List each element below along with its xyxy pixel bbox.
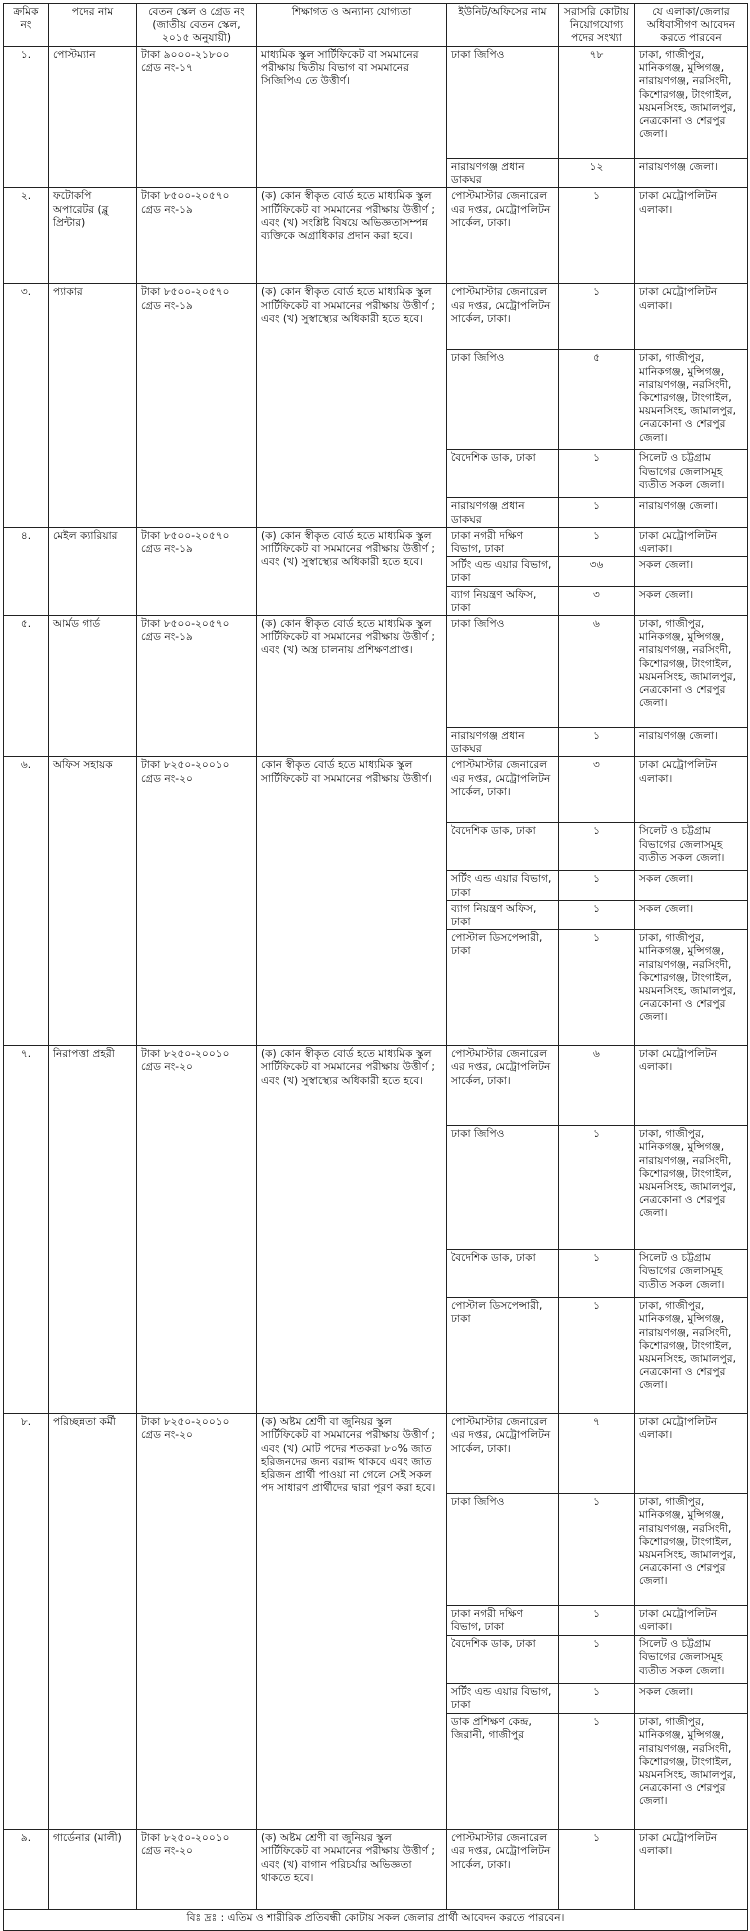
- unit-name: বৈদেশিক ডাক, ঢাকা: [447, 450, 559, 498]
- unit-name: পোস্টমাস্টার জেনারেল এর দপ্তর, মেট্রোপলিটন সার্কেল, ঢাকা।: [447, 188, 559, 284]
- qualification: (ক) অষ্টম শ্রেণী বা জুনিয়র স্কুল সার্টিফিকেট বা সমমানের পরীক্ষায় উত্তীর্ণ ; এবং (খ) মোট পদের শতকরা ৮০% জাত হরিজনদের জন্য বরাদ্দ থাকবে এবং জাত হরিজন প্রার্থী পাওয়া না গেলে সেই সকল পদ সাধারণ প্রার্থীদের দ্বারা পূরণ করা হবে।: [257, 1414, 447, 1830]
- header-districts: যে এলাকা/জেলার অধিবাসীগণ আবেদন করতে পারবেন: [635, 4, 748, 47]
- post-serial: ৬.: [4, 757, 49, 1046]
- post-count: ১: [559, 527, 635, 556]
- eligible-districts: ঢাকা মেট্রোপলিটন এলাকা।: [635, 1830, 748, 1910]
- unit-name: ঢাকা জিপিও: [447, 47, 559, 159]
- eligible-districts: সিলেট ও চট্টগ্রাম বিভাগের জেলাসমূহ ব্যতীত সকল জেলা।: [635, 450, 748, 498]
- footnote-row: [4, 1910, 748, 1931]
- post-serial: ৭.: [4, 1046, 49, 1414]
- unit-name: পোস্টমাস্টার জেনারেল এর দপ্তর, মেট্রোপলিটন সার্কেল, ঢাকা।: [447, 757, 559, 823]
- post-count: ১: [559, 1830, 635, 1910]
- unit-name: পোস্টমাস্টার জেনারেল এর দপ্তর, মেট্রোপলিটন সার্কেল, ঢাকা।: [447, 1830, 559, 1910]
- unit-name: পোস্টাল ডিসপেন্সারী, ঢাকা: [447, 930, 559, 1046]
- post-count: ৩: [559, 757, 635, 823]
- post-name: পোস্টম্যান: [49, 47, 137, 188]
- header-serial: ক্রমিক নং: [4, 4, 49, 47]
- header-unit: ইউনিট/অফিসের নাম: [447, 4, 559, 47]
- eligible-districts: ঢাকা মেট্রোপলিটন এলাকা।: [635, 1046, 748, 1126]
- qualification: (ক) কোন স্বীকৃত বোর্ড হতে মাধ্যমিক স্কুল সার্টিফিকেট বা সমমানের পরীক্ষায় উত্তীর্ণ ; এবং (খ) অস্ত্র চালনায় প্রশিক্ষণপ্রাপ্ত।: [257, 616, 447, 757]
- post-count: ১: [559, 1684, 635, 1714]
- unit-name: ঢাকা জিপিও: [447, 616, 559, 728]
- eligible-districts: নারায়ণগঞ্জ জেলা।: [635, 728, 748, 757]
- post-count: ১: [559, 284, 635, 350]
- post-name: প্যাকার: [49, 284, 137, 527]
- pay-scale: টাকা ৮৫০০-২০৫৭০ গ্রেড নং-১৯: [137, 616, 257, 757]
- eligible-districts: সকল জেলা।: [635, 586, 748, 615]
- eligible-districts: নারায়ণগঞ্জ জেলা।: [635, 498, 748, 527]
- table-row: [4, 757, 748, 823]
- post-count: ১: [559, 930, 635, 1046]
- post-count: ১: [559, 1606, 635, 1636]
- eligible-districts: সিলেট ও চট্টগ্রাম বিভাগের জেলাসমূহ ব্যতীত সকল জেলা।: [635, 1636, 748, 1684]
- recruitment-table: [3, 3, 748, 1931]
- eligible-districts: ঢাকা, গাজীপুর, মানিকগঞ্জ, মুন্সিগঞ্জ, নারায়ণগঞ্জ, নরসিংদী, কিশোরগঞ্জ, টাংগাইল, ময়মনসিংহ, জামালপুর, নেত্রকোনা ও শেরপুর জেলা।: [635, 47, 748, 159]
- unit-name: বৈদেশিক ডাক, ঢাকা: [447, 1250, 559, 1298]
- post-count: ৬: [559, 1046, 635, 1126]
- post-count: ১: [559, 871, 635, 900]
- post-count: ১: [559, 450, 635, 498]
- footnote: বিঃ দ্রঃ : এতিম ও শারীরিক প্রতিবন্ধী কোটায় সকল জেলার প্রার্থী আবেদন করতে পারবেন।: [4, 1910, 748, 1931]
- eligible-districts: ঢাকা মেট্রোপলিটন এলাকা।: [635, 188, 748, 284]
- post-count: ১: [559, 900, 635, 929]
- eligible-districts: ঢাকা মেট্রোপলিটন এলাকা।: [635, 1414, 748, 1494]
- header-quota: সরাসরি কোটায় নিয়োগযোগ্য পদের সংখ্যা: [559, 4, 635, 47]
- header-qualification: শিক্ষাগত ও অন্যান্য যোগ্যতা: [257, 4, 447, 47]
- post-count: ৩৬: [559, 557, 635, 586]
- post-count: ১: [559, 188, 635, 284]
- post-count: ১: [559, 823, 635, 871]
- eligible-districts: ঢাকা, গাজীপুর, মানিকগঞ্জ, মুন্সিগঞ্জ, নারায়ণগঞ্জ, নরসিংদী, কিশোরগঞ্জ, টাংগাইল, ময়মনসিংহ, জামালপুর, নেত্রকোনা ও শেরপুর জেলা।: [635, 1126, 748, 1250]
- unit-name: ঢাকা নগরী দক্ষিণ বিভাগ, ঢাকা: [447, 527, 559, 556]
- unit-name: পোস্টাল ডিসপেন্সারী, ঢাকা: [447, 1298, 559, 1414]
- eligible-districts: সিলেট ও চট্টগ্রাম বিভাগের জেলাসমূহ ব্যতীত সকল জেলা।: [635, 823, 748, 871]
- pay-scale: টাকা ৮৫০০-২০৫৭০ গ্রেড নং-১৯: [137, 284, 257, 527]
- table-row: [4, 527, 748, 556]
- post-count: ৭: [559, 1414, 635, 1494]
- eligible-districts: ঢাকা, গাজীপুর, মানিকগঞ্জ, মুন্সিগঞ্জ, নারায়ণগঞ্জ, নরসিংদী, কিশোরগঞ্জ, টাংগাইল, ময়মনসিংহ, জামালপুর, নেত্রকোনা ও শেরপুর জেলা।: [635, 350, 748, 450]
- unit-name: সর্টিং এন্ড এয়ার বিভাগ, ঢাকা: [447, 1684, 559, 1714]
- eligible-districts: ঢাকা, গাজীপুর, মানিকগঞ্জ, মুন্সিগঞ্জ, নারায়ণগঞ্জ, নরসিংদী, কিশোরগঞ্জ, টাংগাইল, ময়মনসিংহ, জামালপুর, নেত্রকোনা ও শেরপুর জেলা।: [635, 1714, 748, 1830]
- post-name: আর্মড গার্ড: [49, 616, 137, 757]
- header-post-name: পদের নাম: [49, 4, 137, 47]
- unit-name: নারায়ণগঞ্জ প্রধান ডাকঘর: [447, 728, 559, 757]
- unit-name: ঢাকা নগরী দক্ষিণ বিভাগ, ঢাকা: [447, 1606, 559, 1636]
- table-row: [4, 1414, 748, 1494]
- eligible-districts: ঢাকা মেট্রোপলিটন এলাকা।: [635, 284, 748, 350]
- unit-name: ঢাকা জিপিও: [447, 1126, 559, 1250]
- qualification: (ক) কোন স্বীকৃত বোর্ড হতে মাধ্যমিক স্কুল সার্টিফিকেট বা সমমানের পরীক্ষায় উত্তীর্ণ ; এবং (খ) সুস্বাস্থ্যের অধিকারী হতে হবে।: [257, 284, 447, 527]
- qualification: কোন স্বীকৃত বোর্ড হতে মাধ্যমিক স্কুল সার্টিফিকেট বা সমমানের পরীক্ষায় উত্তীর্ণ।: [257, 757, 447, 1046]
- post-count: ১: [559, 1494, 635, 1606]
- eligible-districts: ঢাকা, গাজীপুর, মানিকগঞ্জ, মুন্সিগঞ্জ, নারায়ণগঞ্জ, নরসিংদী, কিশোরগঞ্জ, টাংগাইল, ময়মনসিংহ, জামালপুর, নেত্রকোনা ও শেরপুর জেলা।: [635, 930, 748, 1046]
- qualification: (ক) কোন স্বীকৃত বোর্ড হতে মাধ্যমিক স্কুল সার্টিফিকেট বা সমমানের পরীক্ষায় উত্তীর্ণ ; এবং (খ) সুস্বাস্থ্যের অধিকারী হতে হবে।: [257, 1046, 447, 1414]
- eligible-districts: সকল জেলা।: [635, 900, 748, 929]
- header-row: [4, 4, 748, 47]
- unit-name: নারায়ণগঞ্জ প্রধান ডাকঘর: [447, 159, 559, 188]
- post-count: ৫: [559, 350, 635, 450]
- eligible-districts: সিলেট ও চট্টগ্রাম বিভাগের জেলাসমূহ ব্যতীত সকল জেলা।: [635, 1250, 748, 1298]
- post-name: গার্ডেনার (মালী): [49, 1830, 137, 1910]
- pay-scale: টাকা ৮২৫০-২০০১০ গ্রেড নং-২০: [137, 1046, 257, 1414]
- post-name: নিরাপত্তা প্রহরী: [49, 1046, 137, 1414]
- post-serial: ৫.: [4, 616, 49, 757]
- pay-scale: টাকা ৮২৫০-২০০১০ গ্রেড নং-২০: [137, 757, 257, 1046]
- unit-name: ঢাকা জিপিও: [447, 350, 559, 450]
- post-count: ১: [559, 1714, 635, 1830]
- post-count: ৬: [559, 616, 635, 728]
- pay-scale: টাকা ৮৫০০-২০৫৭০ গ্রেড নং-১৯: [137, 188, 257, 284]
- pay-scale: টাকা ৮২৫০-২০০১০ গ্রেড নং-২০: [137, 1414, 257, 1830]
- eligible-districts: ঢাকা, গাজীপুর, মানিকগঞ্জ, মুন্সিগঞ্জ, নারায়ণগঞ্জ, নরসিংদী, কিশোরগঞ্জ, টাংগাইল, ময়মনসিংহ, জামালপুর, নেত্রকোনা ও শেরপুর জেলা।: [635, 1494, 748, 1606]
- eligible-districts: ঢাকা মেট্রোপলিটন এলাকা।: [635, 1606, 748, 1636]
- unit-name: ঢাকা জিপিও: [447, 1494, 559, 1606]
- eligible-districts: সকল জেলা।: [635, 557, 748, 586]
- table-row: [4, 1046, 748, 1126]
- qualification: (ক) কোন স্বীকৃত বোর্ড হতে মাধ্যমিক স্কুল সার্টিফিকেট বা সমমানের পরীক্ষায় উত্তীর্ণ ; এবং (খ) সংশ্লিষ্ট বিষয়ে অভিজ্ঞতাসম্পন্ন ব্যক্তিকে অগ্রাধিকার প্রদান করা হবে।: [257, 188, 447, 284]
- pay-scale: টাকা ৮৫০০-২০৫৭০ গ্রেড নং-১৯: [137, 527, 257, 615]
- post-name: ফটোকপি অপারেটর (ব্লু প্রিন্টার): [49, 188, 137, 284]
- eligible-districts: নারায়ণগঞ্জ জেলা।: [635, 159, 748, 188]
- post-serial: ৩.: [4, 284, 49, 527]
- eligible-districts: ঢাকা মেট্রোপলিটন এলাকা।: [635, 527, 748, 556]
- qualification: মাধ্যমিক স্কুল সার্টিফিকেট বা সমমানের পরীক্ষায় দ্বিতীয় বিভাগ বা সমমানের সিজিপিএ তে উত্তীর্ণ।: [257, 47, 447, 188]
- table-row: [4, 188, 748, 284]
- eligible-districts: ঢাকা মেট্রোপলিটন এলাকা।: [635, 757, 748, 823]
- pay-scale: টাকা ৮২৫০-২০০১০ গ্রেড নং-২০: [137, 1830, 257, 1910]
- post-serial: ১.: [4, 47, 49, 188]
- unit-name: ব্যাগ নিয়ন্ত্রণ অফিস, ঢাকা: [447, 586, 559, 615]
- unit-name: বৈদেশিক ডাক, ঢাকা: [447, 823, 559, 871]
- post-count: ১: [559, 728, 635, 757]
- post-count: ১২: [559, 159, 635, 188]
- table-row: [4, 1830, 748, 1910]
- post-name: পরিচ্ছন্নতা কর্মী: [49, 1414, 137, 1830]
- pay-scale: টাকা ৯০০০-২১৮০০ গ্রেড নং-১৭: [137, 47, 257, 188]
- unit-name: বৈদেশিক ডাক, ঢাকা: [447, 1636, 559, 1684]
- unit-name: সর্টিং এন্ড এয়ার বিভাগ, ঢাকা: [447, 557, 559, 586]
- post-name: অফিস সহায়ক: [49, 757, 137, 1046]
- unit-name: পোস্টমাস্টার জেনারেল এর দপ্তর, মেট্রোপলিটন সার্কেল, ঢাকা।: [447, 284, 559, 350]
- eligible-districts: সকল জেলা।: [635, 1684, 748, 1714]
- qualification: (ক) কোন স্বীকৃত বোর্ড হতে মাধ্যমিক স্কুল সার্টিফিকেট বা সমমানের পরীক্ষায় উত্তীর্ণ ; এবং (খ) সুস্বাস্থ্যের অধিকারী হতে হবে।: [257, 527, 447, 615]
- post-count: ১: [559, 1636, 635, 1684]
- unit-name: ব্যাগ নিয়ন্ত্রণ অফিস, ঢাকা: [447, 900, 559, 929]
- post-count: ১: [559, 1126, 635, 1250]
- post-serial: ৯.: [4, 1830, 49, 1910]
- post-count: ৩: [559, 586, 635, 615]
- post-name: মেইল ক্যারিয়ার: [49, 527, 137, 615]
- post-count: ৭৮: [559, 47, 635, 159]
- post-count: ১: [559, 1250, 635, 1298]
- unit-name: নারায়ণগঞ্জ প্রধান ডাকঘর: [447, 498, 559, 527]
- qualification: (ক) অষ্টম শ্রেণী বা জুনিয়র স্কুল সার্টিফিকেট বা সমমানের পরীক্ষায় উত্তীর্ণ ; এবং (খ) বাগান পরিচর্যার অভিজ্ঞতা থাকতে হবে।: [257, 1830, 447, 1910]
- unit-name: ডাক প্রশিক্ষণ কেন্দ্র, জিরানী, গাজীপুর: [447, 1714, 559, 1830]
- post-serial: ২.: [4, 188, 49, 284]
- eligible-districts: ঢাকা, গাজীপুর, মানিকগঞ্জ, মুন্সিগঞ্জ, নারায়ণগঞ্জ, নরসিংদী, কিশোরগঞ্জ, টাংগাইল, ময়মনসিংহ, জামালপুর, নেত্রকোনা ও শেরপুর জেলা।: [635, 616, 748, 728]
- table-row: [4, 616, 748, 728]
- header-pay-scale: বেতন স্কেল ও গ্রেড নং (জাতীয় বেতন স্কেল, ২০১৫ অনুযায়ী): [137, 4, 257, 47]
- post-serial: ৪.: [4, 527, 49, 615]
- unit-name: সর্টিং এন্ড এয়ার বিভাগ, ঢাকা: [447, 871, 559, 900]
- post-count: ১: [559, 1298, 635, 1414]
- unit-name: পোস্টমাস্টার জেনারেল এর দপ্তর, মেট্রোপলিটন সার্কেল, ঢাকা।: [447, 1046, 559, 1126]
- post-serial: ৮.: [4, 1414, 49, 1830]
- table-row: [4, 284, 748, 350]
- table-row: [4, 47, 748, 159]
- post-count: ১: [559, 498, 635, 527]
- eligible-districts: সকল জেলা।: [635, 871, 748, 900]
- unit-name: পোস্টমাস্টার জেনারেল এর দপ্তর, মেট্রোপলিটন সার্কেল, ঢাকা।: [447, 1414, 559, 1494]
- eligible-districts: ঢাকা, গাজীপুর, মানিকগঞ্জ, মুন্সিগঞ্জ, নারায়ণগঞ্জ, নরসিংদী, কিশোরগঞ্জ, টাংগাইল, ময়মনসিংহ, জামালপুর, নেত্রকোনা ও শেরপুর জেলা।: [635, 1298, 748, 1414]
